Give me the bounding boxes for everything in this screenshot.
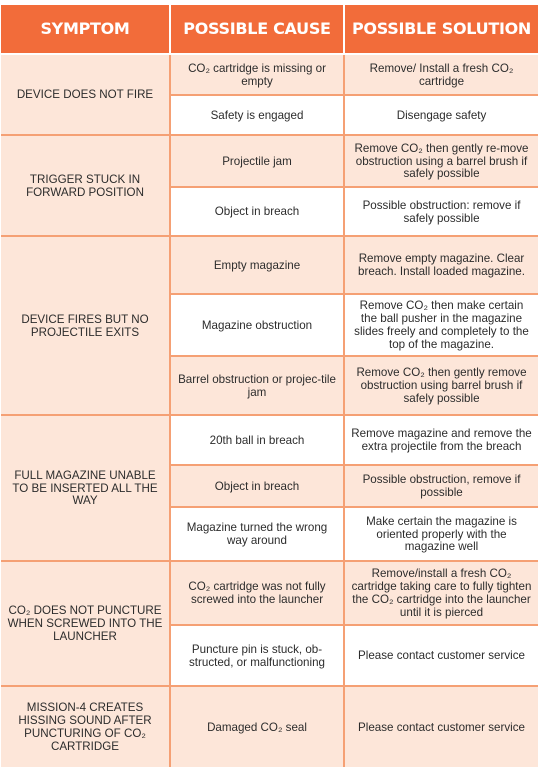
header-row [1,4,538,54]
table-row [1,236,538,294]
solution-cell: Remove empty magazine. Clear breach. Install loaded magazine. [344,236,538,294]
cause-cell: Empty magazine [170,236,344,294]
table-row [1,686,538,767]
solution-cell: Possible obstruction, remove if possible [344,465,538,507]
cause-cell: Projectile jam [170,135,344,187]
solution-cell: Remove CO₂ then gently remove obstruction using barrel brush if safely possible [344,356,538,415]
solution-cell: Possible obstruction: remove if safely possible [344,187,538,236]
cause-cell: Puncture pin is stuck, ob-structed, or malfunctioning [170,625,344,686]
solution-cell: Remove/install a fresh CO₂ cartridge taking care to fully tighten the CO₂ cartridge into the launcher until it is pierced [344,561,538,625]
symptom-cell: CO₂ DOES NOT PUNCTURE WHEN SCREWED INTO THE LAUNCHER [1,561,170,686]
table-row [1,54,538,95]
symptom-cell: FULL MAGAZINE UNABLE TO BE INSERTED ALL THE WAY [1,415,170,561]
solution-cell: Please contact customer service [344,625,538,686]
table-row [1,135,538,187]
cause-cell: CO₂ cartridge was not fully screwed into the launcher [170,561,344,625]
solution-cell: Make certain the magazine is oriented properly with the magazine well [344,507,538,561]
cause-cell: Object in breach [170,187,344,236]
cause-cell: CO₂ cartridge is missing or empty [170,54,344,95]
solution-cell: Remove CO₂ then make certain the ball pusher in the magazine slides freely and completely to the top of the magazine. [344,294,538,356]
header-symptom: SYMPTOM [1,4,170,54]
header-possible-cause: POSSIBLE CAUSE [170,4,344,54]
solution-cell: Please contact customer service [344,686,538,767]
table-row [1,561,538,625]
cause-cell: 20th ball in breach [170,415,344,465]
cause-cell: Barrel obstruction or projec-tile jam [170,356,344,415]
cause-cell: Damaged CO₂ seal [170,686,344,767]
symptom-cell: DEVICE FIRES BUT NO PROJECTILE EXITS [1,236,170,415]
cause-cell: Safety is engaged [170,95,344,135]
cause-cell: Magazine obstruction [170,294,344,356]
cause-cell: Object in breach [170,465,344,507]
symptom-cell: TRIGGER STUCK IN FORWARD POSITION [1,135,170,236]
troubleshooting-table [1,3,538,767]
solution-cell: Remove CO₂ then gently re-move obstruction using a barrel brush if safely possible [344,135,538,187]
solution-cell: Disengage safety [344,95,538,135]
symptom-cell: DEVICE DOES NOT FIRE [1,54,170,135]
symptom-cell: MISSION-4 CREATES HISSING SOUND AFTER PUNCTURING OF CO₂ CARTRIDGE [1,686,170,767]
header-possible-solution: POSSIBLE SOLUTION [344,4,538,54]
solution-cell: Remove magazine and remove the extra projectile from the breach [344,415,538,465]
cause-cell: Magazine turned the wrong way around [170,507,344,561]
solution-cell: Remove/ Install a fresh CO₂ cartridge [344,54,538,95]
table-row [1,415,538,465]
